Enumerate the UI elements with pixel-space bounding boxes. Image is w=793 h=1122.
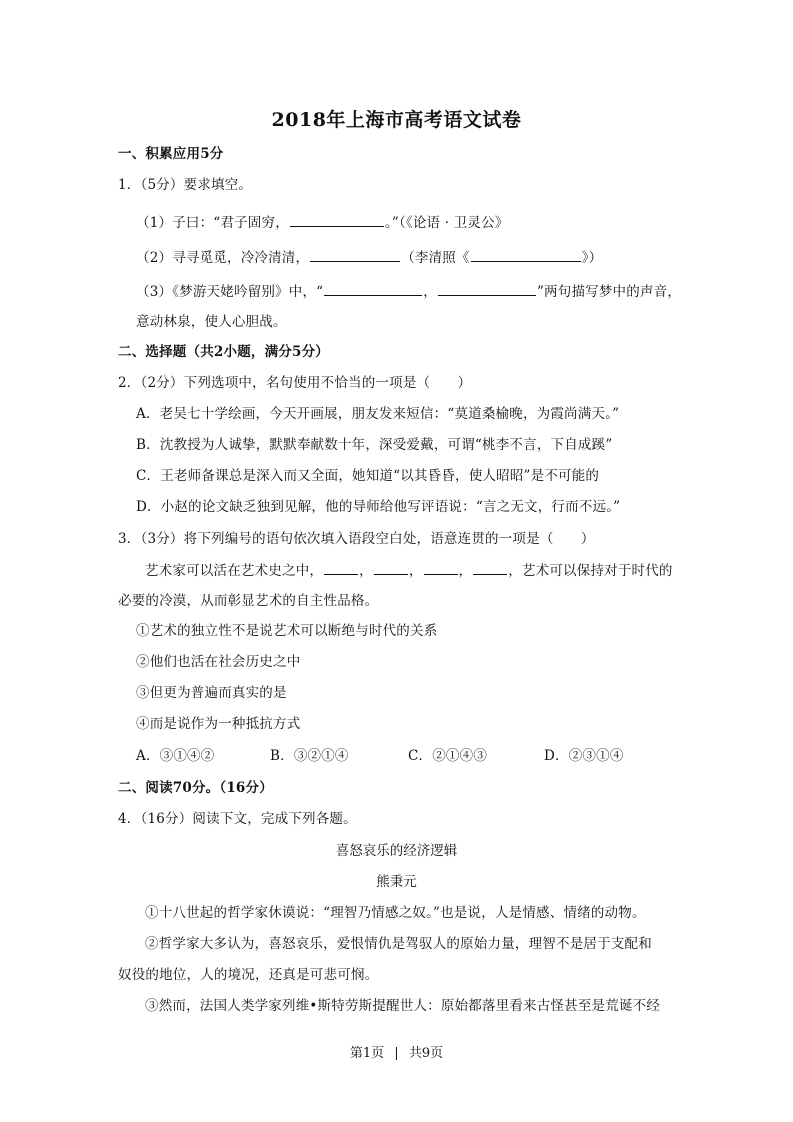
- question-2-option-a[interactable]: A．老吴七十学绘画，今天开画展，朋友发来短信：“莫道桑榆晚，为霞尚满天。”: [136, 406, 620, 422]
- separator: ，: [408, 563, 423, 579]
- question-1-part-1: [136, 213, 509, 232]
- text-fragment: ，: [423, 284, 437, 300]
- question-1-part-2: [136, 248, 602, 267]
- text-fragment: 》）: [581, 250, 603, 266]
- text-fragment: 。”（《论语 · 卫灵公》: [384, 215, 509, 231]
- answer-blank[interactable]: [471, 248, 581, 262]
- answer-blank[interactable]: [290, 213, 384, 227]
- question-3-passage-line-2: 必要的冷漠，从而彰显艺术的自主性品格。: [118, 593, 379, 609]
- question-2-option-b[interactable]: B．沈教授为人诚挚，默默奉献数十年，深受爱戴，可谓“桃李不言，下自成蹊”: [136, 437, 613, 453]
- answer-blank[interactable]: [324, 561, 358, 575]
- section-heading-1: 一、积累应用5分: [118, 146, 224, 162]
- text-fragment: （3）《梦游天姥吟留别》中，“: [136, 284, 324, 300]
- footer-separator: |: [394, 1046, 399, 1061]
- text-fragment: 艺术家可以活在艺术史之中，: [145, 563, 324, 579]
- question-4-stem: 4．（16分）阅读下文，完成下列各题。: [118, 811, 357, 827]
- text-fragment: （李清照《: [401, 250, 470, 266]
- answer-blank[interactable]: [473, 561, 507, 575]
- question-2-option-d[interactable]: D．小赵的论文缺乏独到见解，他的导师给他写评语说：“言之无文，行而不远。”: [136, 499, 621, 515]
- separator: ，: [359, 563, 373, 579]
- answer-blank[interactable]: [374, 561, 408, 575]
- article-title: 喜怒哀乐的经济逻辑: [335, 843, 458, 859]
- article-paragraph-3: ③然而，法国人类学家列维•斯特劳斯提醒世人：原始都落里看来古怪甚至是荒诞不经: [145, 998, 661, 1014]
- question-3-sentence-4: ④而是说作为一种抵抗方式: [136, 716, 301, 732]
- question-1-part-3: [136, 282, 681, 301]
- text-fragment: （1）子曰：“君子固穷，: [136, 215, 289, 231]
- question-3-option-d[interactable]: D．②③①④: [544, 748, 624, 764]
- question-3-option-b[interactable]: B．③②①④: [270, 748, 349, 764]
- question-3-passage-line-1: [145, 561, 673, 580]
- article-paragraph-2-cont: 奴役的地位，人的境况，还真是可悲可悯。: [118, 967, 379, 983]
- answer-blank[interactable]: [438, 282, 536, 296]
- answer-blank[interactable]: [424, 561, 458, 575]
- text-fragment: （2）寻寻觅觅，冷冷清清，: [136, 250, 310, 266]
- section-heading-3: 二、阅读70分。（16分）: [118, 780, 273, 796]
- question-3-sentence-3: ③但更为普遍而真实的是: [136, 685, 287, 701]
- question-3-option-c[interactable]: C．②①④③: [408, 748, 488, 764]
- question-3-sentence-1: ①艺术的独立性不是说艺术可以断绝与时代的关系: [136, 623, 438, 639]
- answer-blank[interactable]: [310, 248, 400, 262]
- question-1-part-3-cont: 意动林泉，使人心胆战。: [136, 314, 287, 330]
- question-3-option-a[interactable]: A．③①④②: [136, 748, 215, 764]
- separator: ，: [458, 563, 473, 579]
- page-total: 共9页: [408, 1046, 444, 1061]
- page-footer: [0, 1042, 793, 1061]
- page-number: 第1页: [349, 1046, 385, 1061]
- article-paragraph-1: ①十八世起的哲学家休谟说：“理智乃情感之奴。”也是说，人是情感、情绪的动物。: [145, 905, 646, 921]
- exam-title: 2018年上海市高考语文试卷: [271, 109, 522, 131]
- text-fragment: ，艺术可以保持对于时代的: [508, 563, 673, 579]
- answer-blank[interactable]: [324, 282, 422, 296]
- question-3-sentence-2: ②他们也活在社会历史之中: [136, 654, 301, 670]
- text-fragment: ”两句描写梦中的声音，: [536, 284, 682, 300]
- question-2-option-c[interactable]: C．王老师备课总是深入而又全面，她知道“以其昏昏，使人昭昭”是不可能的: [136, 468, 600, 484]
- article-paragraph-2: ②哲学家大多认为，喜怒哀乐，爱恨情仇是驾驭人的原始力量，理智不是居于支配和: [145, 936, 652, 952]
- section-heading-2: 二、选择题（共2小题，满分5分）: [118, 344, 329, 360]
- question-1-stem: 1．（5分）要求填空。: [118, 177, 253, 193]
- article-author: 熊秉元: [376, 874, 417, 890]
- question-3-stem: 3．（3分）将下列编号的语句依次填入语段空白处，语意连贯的一项是（ ）: [118, 531, 595, 547]
- question-2-stem: 2．（2分）下列选项中，名句使用不恰当的一项是（ ）: [118, 375, 472, 391]
